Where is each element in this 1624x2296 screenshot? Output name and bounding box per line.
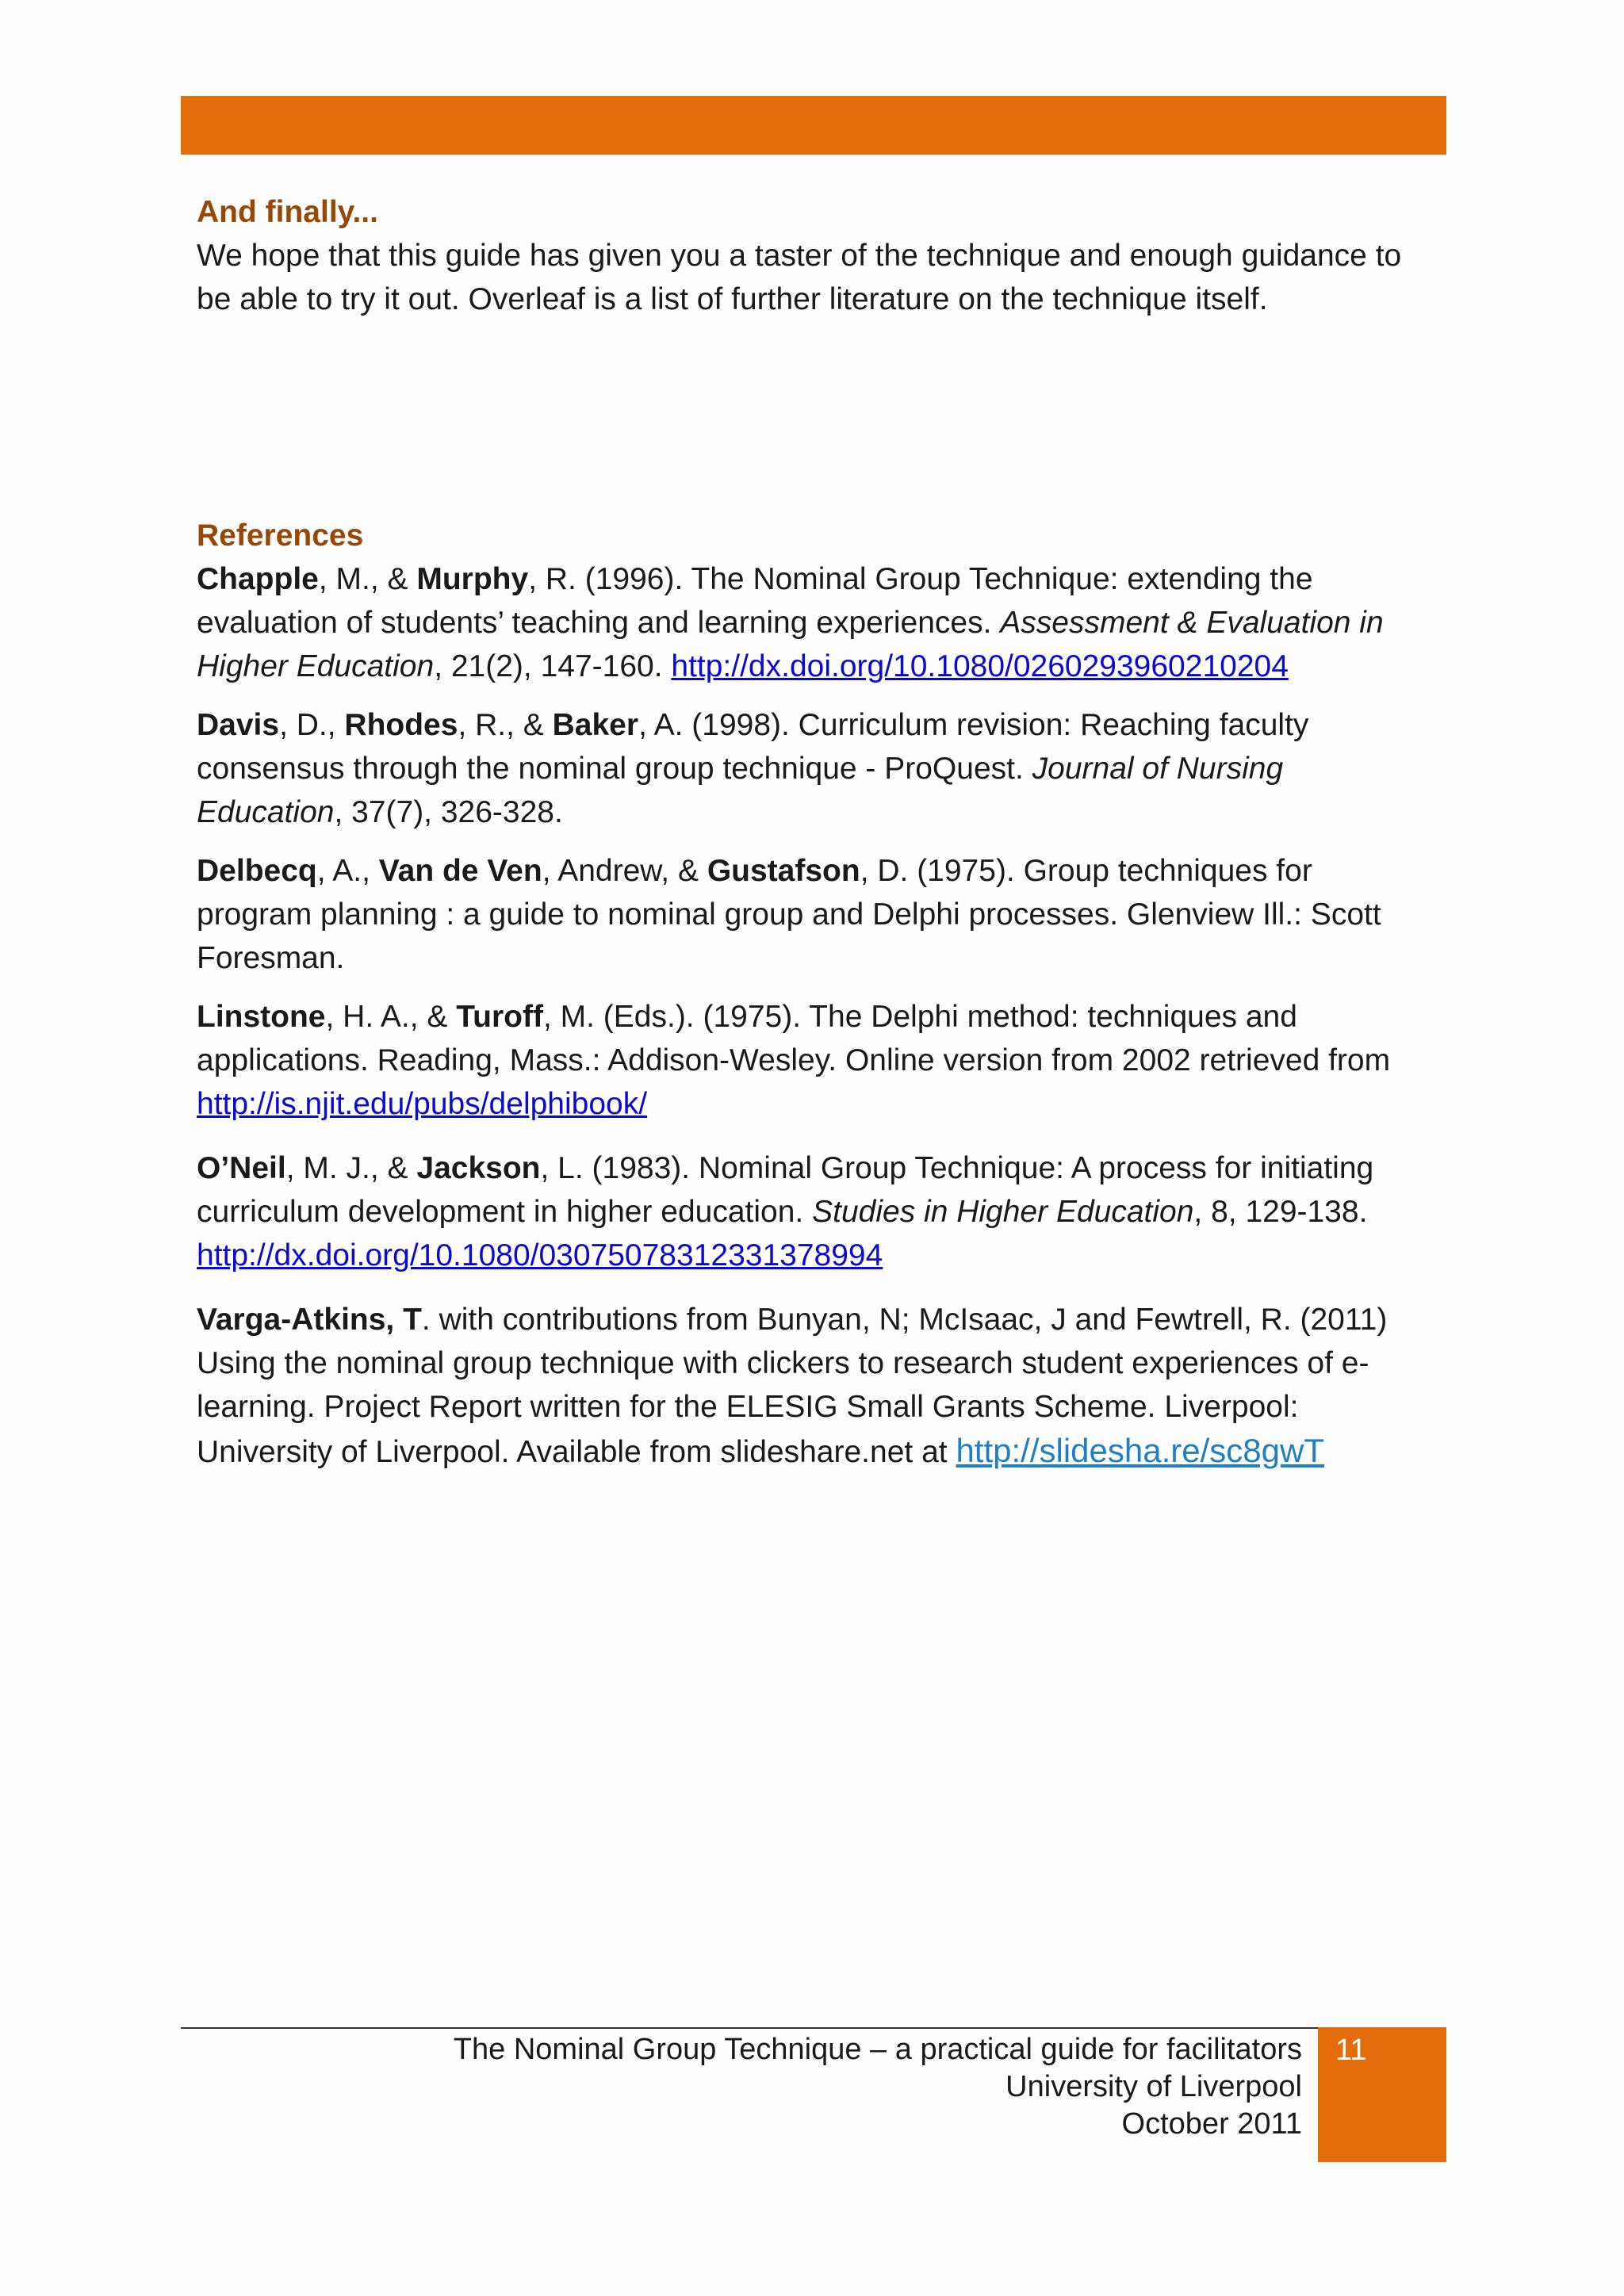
footer-date: October 2011 [1121,2107,1302,2141]
author-name: Van de Ven [378,854,542,888]
reference-text: , A., [316,854,379,888]
reference-text: , D., [279,708,345,742]
slideshare-link[interactable]: http://slidesha.re/sc8gwT [956,1432,1324,1469]
reference-item [197,1146,1434,1277]
reference-item [197,703,1434,834]
reference-text: , M., & [318,562,417,596]
reference-text: , L. (1983). Nominal Group Technique: A process for initiating curriculum development in higher education. [197,1151,1374,1229]
header-bar [181,96,1446,155]
reference-text: , A. (1998). Curriculum revision: Reaching faculty consensus through the nominal group technique - ProQuest. [197,708,1309,786]
page-number: 11 [1335,2034,1367,2067]
author-name: Rhodes [344,708,458,742]
reference-text: , R., & [458,708,553,742]
doi-link[interactable]: http://dx.doi.org/10.1080/03075078312331378994 [197,1238,883,1272]
section-heading-and-finally: And finally... [197,195,378,229]
footer [454,2031,1302,2143]
author-name: Murphy [416,562,529,596]
author-name: O’Neil [197,1151,286,1185]
reference-text: , Andrew, & [542,854,707,888]
intro-paragraph: We hope that this guide has given you a taster of the technique and enough guidance to be able to try it out. Overleaf is a list of further literature on the technique itself. [197,239,1402,316]
reference-text: , H. A., & [325,1000,457,1034]
author-name: Jackson [416,1151,541,1185]
reference-item [197,557,1434,688]
journal-title: Journal of Nursing Education [197,752,1284,829]
page-number-box [1318,2027,1446,2162]
author-name: Linstone [197,1000,326,1034]
reference-item [197,1298,1434,1474]
author-name: Turoff [456,1000,543,1034]
journal-title: Studies in Higher Education [812,1195,1194,1229]
delphibook-link[interactable]: http://is.njit.edu/pubs/delphibook/ [197,1087,648,1121]
reference-item [197,849,1434,980]
author-name: Delbecq [197,854,317,888]
page-content [197,190,1434,1489]
reference-text: , D. (1975). Group techniques for program planning : a guide to nominal group and Delphi processes. Glenview Ill.: Scott Foresman. [197,854,1381,975]
doi-link[interactable]: http://dx.doi.org/10.1080/0260293960210204 [671,649,1289,683]
author-name: Gustafson [707,854,860,888]
author-name: Chapple [197,562,319,596]
journal-title: Assessment & Evaluation in Higher Education [197,606,1384,683]
reference-text: , 37(7), 326-328. [334,795,563,829]
reference-text: , 21(2), 147-160. [434,649,672,683]
reference-text: , R. (1996). The Nominal Group Technique: extending the evaluation of students’ teaching and learning experiences. [197,562,1313,640]
footer-divider [181,2027,1318,2029]
author-name: Varga-Atkins, T [197,1303,422,1337]
section-heading-references: References [197,519,364,553]
reference-text: , M. J., & [285,1151,417,1185]
footer-institution: University of Liverpool [1005,2070,1302,2103]
author-name: Baker [552,708,639,742]
reference-text: . with contributions from Bunyan, N; McIsaac, J and Fewtrell, R. (2011) Using the nominal group technique with clickers to research student experiences of e-learning. Project Report written for the ELESIG Small Grants Scheme. Liverpool: University of Liverpool. Available from slideshare.net at [197,1303,1388,1469]
reference-text: , M. (Eds.). (1975). The Delphi method: techniques and applications. Reading, Mass.: Addison-Wesley. Online version from 2002 retrieved from [197,1000,1391,1077]
reference-item [197,995,1434,1126]
footer-guide-title: The Nominal Group Technique – a practical guide for facilitators [453,2033,1302,2066]
author-name: Davis [197,708,280,742]
reference-text: , 8, 129-138. [1193,1195,1368,1229]
